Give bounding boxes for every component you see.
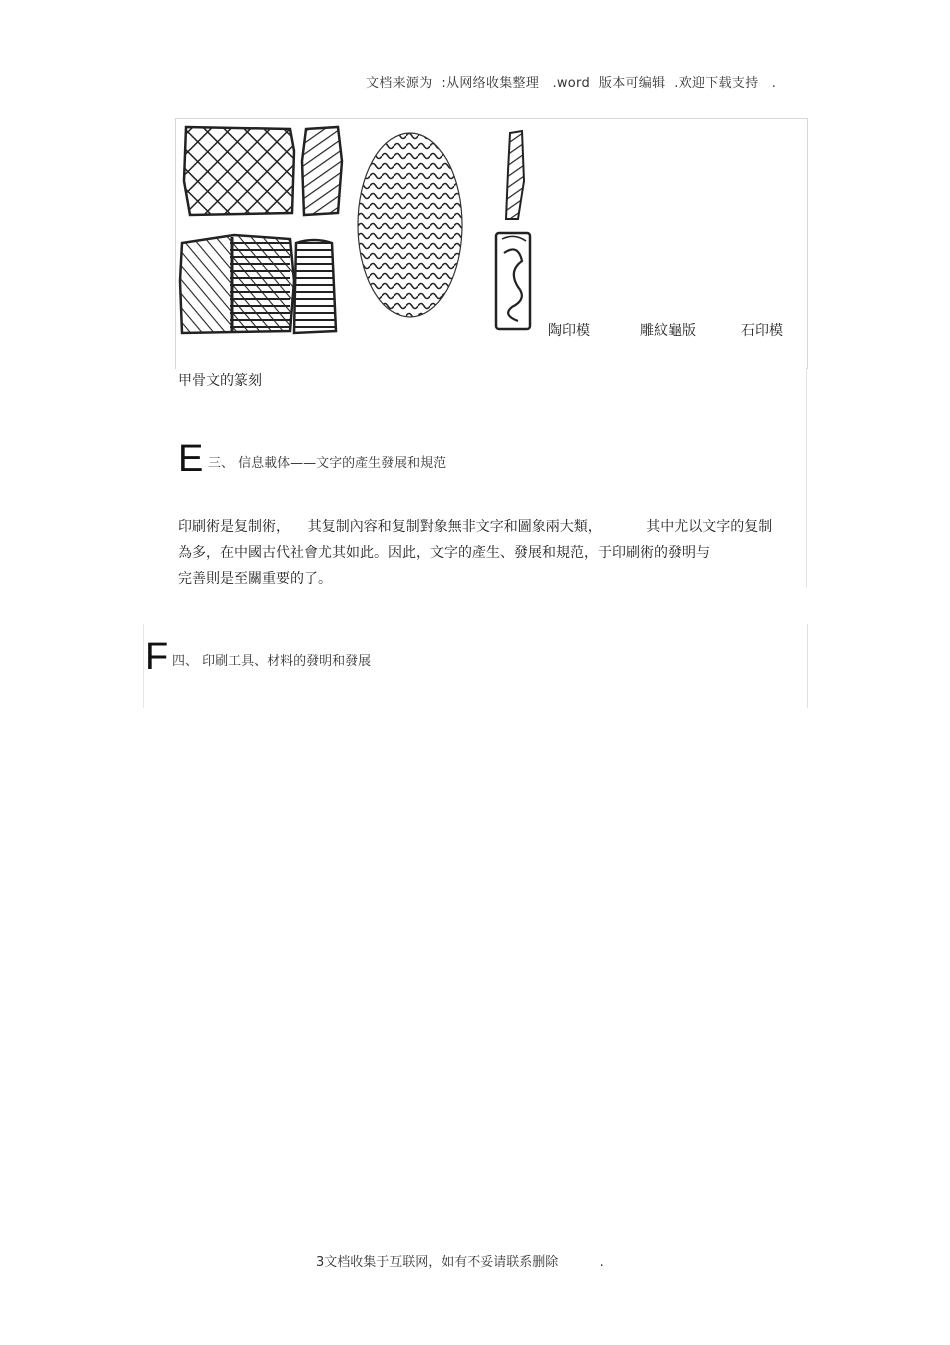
drop-letter-e: E bbox=[178, 438, 204, 480]
paragraph-line-3: 完善則是至關重要的了。 bbox=[178, 571, 332, 587]
figure-label: 甲骨文的篆刻 bbox=[178, 373, 262, 389]
paragraph-line-2: 為多，在中國古代社會尤其如此。因此，文字的產生、發展和規范，于印刷術的發明与 bbox=[178, 545, 710, 561]
header-note: 文档来源为 :从网络收集整理 .word 版本可编辑 .欢迎下载支持 . bbox=[366, 76, 777, 91]
caption-pottery-mold: 陶印模 bbox=[548, 323, 590, 339]
section-title-four: 四、 印刷工具、材料的發明和發展 bbox=[172, 654, 372, 669]
caption-carved-tortoise-plate: 雕紋龜版 bbox=[640, 323, 696, 339]
drop-letter-f: F bbox=[145, 636, 169, 678]
paragraph-line-1: 印刷術是复制術， 其复制內容和复制對象無非文字和圖象兩大類， 其中尤以文字的复制 bbox=[178, 519, 773, 535]
caption-stone-mold: 石印模 bbox=[741, 323, 783, 339]
section-title-three: 三、 信息載体——文字的產生發展和規范 bbox=[208, 456, 447, 471]
frame-divider bbox=[806, 368, 807, 588]
figure-image bbox=[178, 121, 538, 335]
footer-note: 3文档收集于互联网，如有不妥请联系删除 . bbox=[316, 1255, 604, 1270]
